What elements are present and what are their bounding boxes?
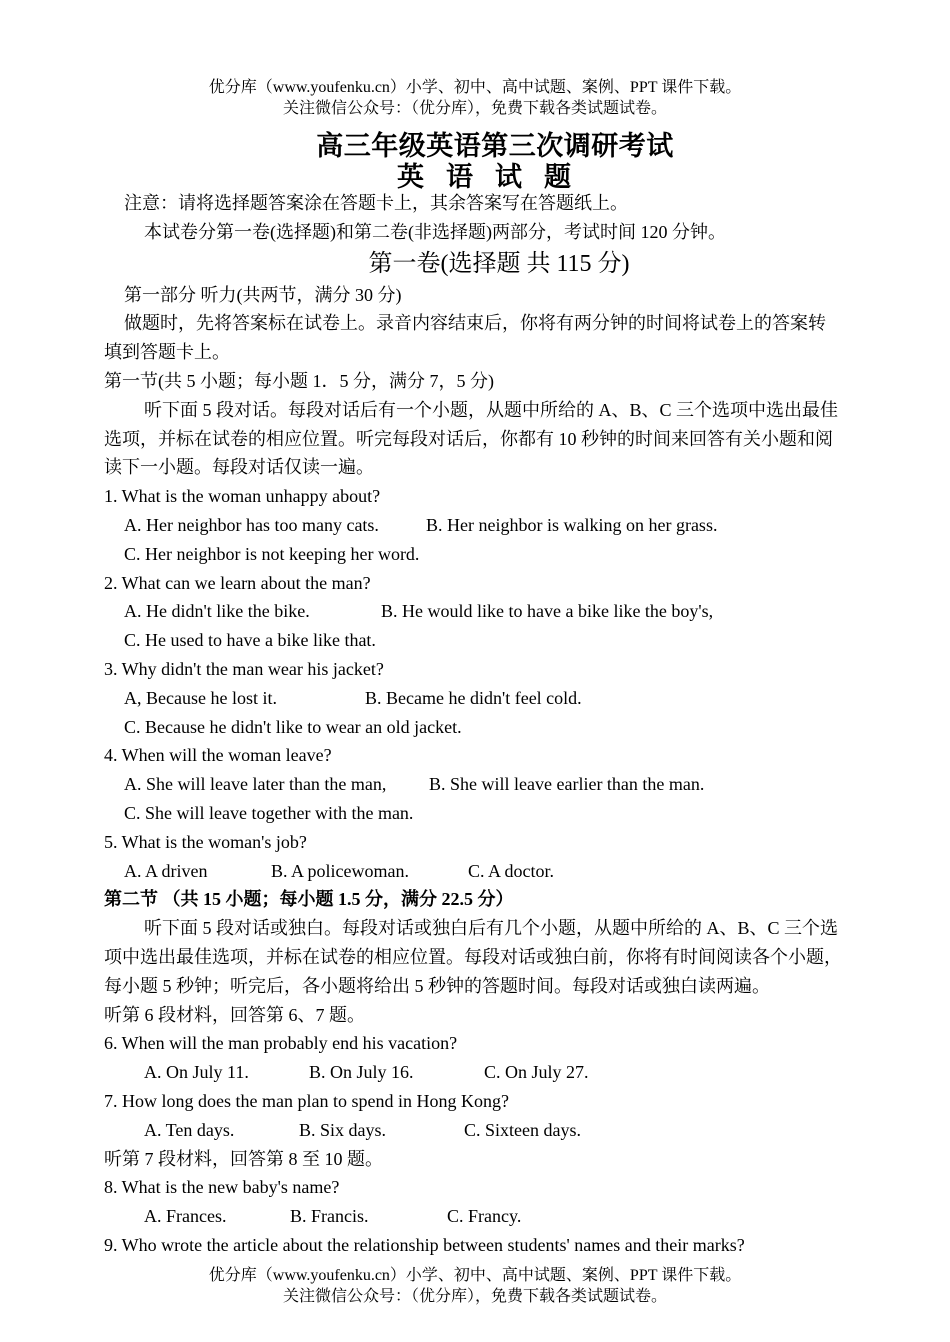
banner-line-1: 优分库（www.youfenku.cn）小学、初中、高中试题、案例、PPT 课件下载。 xyxy=(208,79,742,96)
section2-instructions-line2: 项中选出最佳选项，并标在试卷的相应位置。每段对话或独白前，你将有时间阅读各个小题， xyxy=(104,946,842,967)
option-5a: A. A driven xyxy=(124,860,208,881)
question-1-options-row1 xyxy=(104,511,894,540)
banner-line-2: 关注微信公众号：（优分库），免费下载各类试题试卷。 xyxy=(282,100,667,117)
question-8-options xyxy=(104,1202,894,1231)
option-3b: B. Became he didn't feel cold. xyxy=(365,687,582,708)
question-8: 8. What is the new baby's name? xyxy=(104,1177,340,1198)
question-2: 2. What can we learn about the man? xyxy=(104,572,371,593)
option-6b: B. On July 16. xyxy=(309,1062,414,1083)
option-8c: C. Francy. xyxy=(447,1206,522,1227)
question-1: 1. What is the woman unhappy about? xyxy=(104,486,381,507)
note-1: 注意：请将选择题答案涂在答题卡上，其余答案写在答题纸上。 xyxy=(124,193,628,213)
section1-heading: 第一节(共 5 小题；每小题 1．5 分，满分 7，5 分) xyxy=(104,370,494,391)
option-1a: A. Her neighbor has too many cats. xyxy=(124,514,379,535)
question-4: 4. When will the woman leave? xyxy=(104,745,332,766)
section1-instructions-line3: 读下一小题。每段对话仅读一遍。 xyxy=(104,457,374,478)
option-2c: C. He used to have a bike like that. xyxy=(124,630,376,651)
option-3c: C. Because he didn't like to wear an old jacket. xyxy=(124,716,462,737)
note-2: 本试卷分第一卷(选择题)和第二卷(非选择题)两部分，考试时间 120 分钟。 xyxy=(144,221,726,242)
option-1b: B. Her neighbor is walking on her grass. xyxy=(426,514,718,535)
material-7-heading: 听第 7 段材料，回答第 8 至 10 题。 xyxy=(104,1148,383,1169)
title-main: 高三年级英语第三次调研考试 xyxy=(316,131,674,161)
exam-title xyxy=(0,130,950,192)
footer-line-2: 关注微信公众号：（优分库），免费下载各类试题试卷。 xyxy=(282,1288,667,1305)
option-4c: C. She will leave together with the man. xyxy=(124,802,414,823)
section1-instructions-line2: 选项，并标在试卷的相应位置。听完每段对话后，你都有 10 秒钟的时间来回答有关小题和阅 xyxy=(104,428,833,449)
option-8a: A. Frances. xyxy=(144,1206,227,1227)
option-5b: B. A policewoman. xyxy=(271,860,409,881)
option-7b: B. Six days. xyxy=(299,1119,387,1140)
question-7-options xyxy=(104,1116,894,1145)
exam-body xyxy=(104,189,894,1260)
option-5c: C. A doctor. xyxy=(468,860,555,881)
section2-instructions-line1: 听下面 5 段对话或独白。每段对话或独白后有几个小题，从题中所给的 A、B、C 三个选 xyxy=(144,918,839,939)
part1-heading: 第一部分 听力(共两节，满分 30 分) xyxy=(124,284,402,305)
footer-banner xyxy=(0,1265,950,1307)
question-6-options xyxy=(104,1058,894,1087)
question-5-options xyxy=(104,857,894,886)
option-7a: A. Ten days. xyxy=(144,1119,235,1140)
part1-instructions-line1: 做题时，先将答案标在试卷上。录音内容结束后，你将有两分钟的时间将试卷上的答案转 xyxy=(124,313,826,334)
question-9: 9. Who wrote the article about the relationship between students' names and their marks? xyxy=(104,1234,745,1255)
section1-instructions-line1: 听下面 5 段对话。每段对话后有一个小题，从题中所给的 A、B、C 三个选项中选出最佳 xyxy=(144,399,839,420)
section2-instructions-line3: 每小题 5 秒钟；听完后，各小题将给出 5 秒钟的答题时间。每段对话或独白读两遍。 xyxy=(104,975,770,996)
part1-instructions-line2: 填到答题卡上。 xyxy=(104,342,230,363)
section2-heading: 第二节 （共 15 小题；每小题 1.5 分，满分 22.5 分） xyxy=(104,889,514,910)
volume-heading: 第一卷(选择题 共 115 分) xyxy=(368,250,630,277)
option-7c: C. Sixteen days. xyxy=(464,1119,581,1140)
option-6a: A. On July 11. xyxy=(144,1062,249,1083)
question-6: 6. When will the man probably end his vacation? xyxy=(104,1033,458,1054)
option-3a: A, Because he lost it. xyxy=(124,687,277,708)
footer-line-1: 优分库（www.youfenku.cn）小学、初中、高中试题、案例、PPT 课件下载。 xyxy=(208,1267,742,1284)
option-1c: C. Her neighbor is not keeping her word. xyxy=(124,543,420,564)
option-4a: A. She will leave later than the man, xyxy=(124,774,387,795)
question-5: 5. What is the woman's job? xyxy=(104,831,307,852)
option-2a: A. He didn't like the bike. xyxy=(124,601,310,622)
question-3-options-row1 xyxy=(104,684,894,713)
header-banner xyxy=(0,77,950,119)
question-3: 3. Why didn't the man wear his jacket? xyxy=(104,658,384,679)
option-8b: B. Francis. xyxy=(290,1206,369,1227)
question-4-options-row1 xyxy=(104,770,894,799)
option-4b: B. She will leave earlier than the man. xyxy=(429,774,705,795)
title-sub: 英语试题 xyxy=(397,162,593,192)
material-6-heading: 听第 6 段材料，回答第 6、7 题。 xyxy=(104,1004,365,1025)
option-2b: B. He would like to have a bike like the boy's, xyxy=(381,601,714,622)
option-6c: C. On July 27. xyxy=(484,1062,589,1083)
question-7: 7. How long does the man plan to spend in Hong Kong? xyxy=(104,1090,509,1111)
question-2-options-row1 xyxy=(104,597,894,626)
